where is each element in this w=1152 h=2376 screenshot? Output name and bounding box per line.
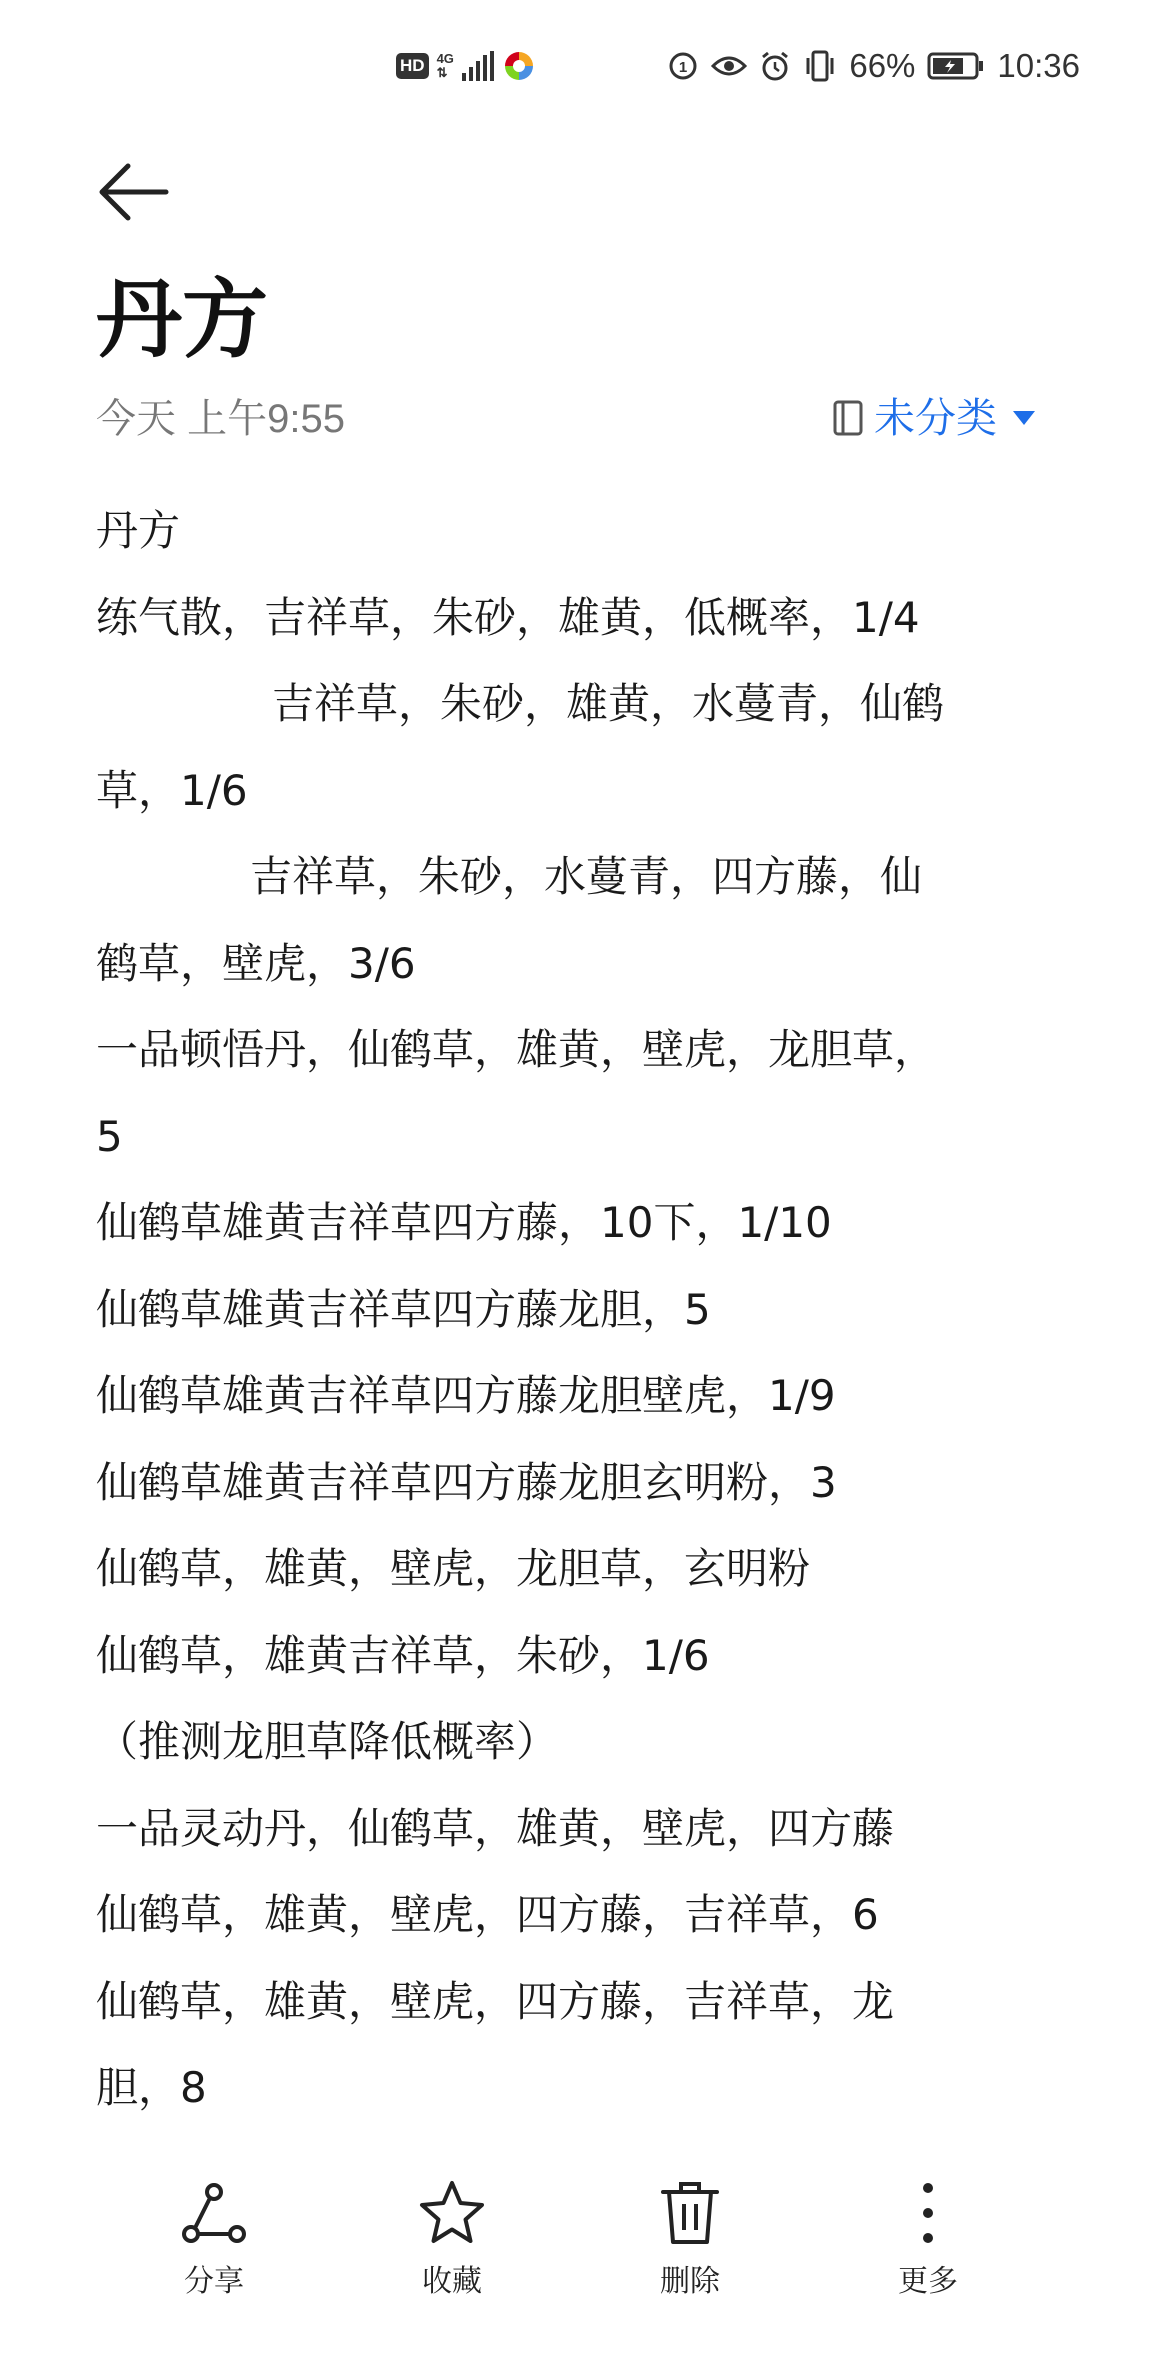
share-label: 分享 <box>184 2264 244 2299</box>
note-line: 丹方 <box>96 506 181 555</box>
note-line: 草，1/6 <box>96 765 248 815</box>
trash-icon <box>655 2178 725 2248</box>
hd-badge: HD <box>396 53 429 79</box>
clock: 10:36 <box>997 47 1080 84</box>
delete-label: 删除 <box>660 2264 720 2299</box>
note-line: 仙鹤草，雄黄吉祥草，朱砂，1/6 <box>96 1630 710 1680</box>
note-line: 吉祥草，朱砂，水蔓青，四方藤，仙 <box>250 852 923 901</box>
battery-icon <box>927 52 985 80</box>
share-button[interactable] <box>114 2170 314 2300</box>
note-title: 丹方 <box>96 270 268 370</box>
svg-text:1: 1 <box>679 59 688 76</box>
notebook-icon <box>832 399 864 437</box>
note-body[interactable] <box>96 488 1056 2132</box>
delete-button[interactable] <box>590 2170 790 2300</box>
eye-comfort-icon <box>711 53 747 79</box>
star-icon <box>417 2178 487 2248</box>
status-left <box>396 46 536 86</box>
note-date: 今天 上午9:55 <box>96 397 345 441</box>
data-saver-icon <box>667 50 699 82</box>
more-button[interactable] <box>828 2170 1028 2300</box>
favorite-button[interactable] <box>352 2170 552 2300</box>
note-line: 仙鹤草，雄黄，壁虎，四方藤，吉祥草，6 <box>96 1890 879 1939</box>
note-line: 仙鹤草雄黄吉祥草四方藤龙胆玄明粉，3 <box>96 1457 837 1507</box>
note-line: 仙鹤草雄黄吉祥草四方藤，10下，1/10 <box>96 1198 832 1247</box>
status-right <box>667 44 1080 88</box>
more-vertical-icon <box>893 2178 963 2248</box>
bottom-toolbar <box>0 2170 1152 2376</box>
signal-icon <box>462 51 494 81</box>
note-line: 鹤草，壁虎，3/6 <box>96 938 416 988</box>
note-line: 仙鹤草雄黄吉祥草四方藤龙胆壁虎，1/9 <box>96 1371 836 1420</box>
note-line: 练气散，吉祥草，朱砂，雄黄，低概率，1/4 <box>96 592 920 642</box>
note-line: 一品顿悟丹，仙鹤草，雄黄，壁虎，龙胆草， <box>96 1025 937 1074</box>
note-line: （推测龙胆草降低概率） <box>96 1717 559 1766</box>
network-label: 4G <box>436 51 454 66</box>
favorite-label: 收藏 <box>422 2264 482 2299</box>
network-type <box>437 52 454 80</box>
more-label: 更多 <box>898 2264 958 2299</box>
battery-percent: 66% <box>849 47 916 84</box>
note-line: 胆，8 <box>96 2063 207 2112</box>
back-arrow-icon[interactable] <box>96 160 172 224</box>
note-line: 一品灵动丹，仙鹤草，雄黄，壁虎，四方藤 <box>96 1803 895 1853</box>
vibrate-icon <box>803 50 837 82</box>
note-line: 吉祥草，朱砂，雄黄，水蔓青，仙鹤 <box>272 679 945 728</box>
note-line: 仙鹤草雄黄吉祥草四方藤龙胆，5 <box>96 1284 711 1334</box>
alarm-icon <box>759 50 791 82</box>
status-bar <box>0 0 1152 120</box>
app-logo-icon <box>502 49 536 83</box>
share-icon <box>179 2178 249 2248</box>
note-line: 仙鹤草，雄黄，壁虎，龙胆草，玄明粉 <box>96 1544 811 1593</box>
caret-down-icon <box>1013 411 1035 425</box>
category-label: 未分类 <box>874 394 997 442</box>
network-arrows-icon: ⇅ <box>436 65 448 80</box>
category-selector[interactable] <box>832 392 1035 444</box>
note-line: 仙鹤草，雄黄，壁虎，四方藤，吉祥草，龙 <box>96 1976 895 2026</box>
note-line: 5 <box>96 1111 123 1161</box>
